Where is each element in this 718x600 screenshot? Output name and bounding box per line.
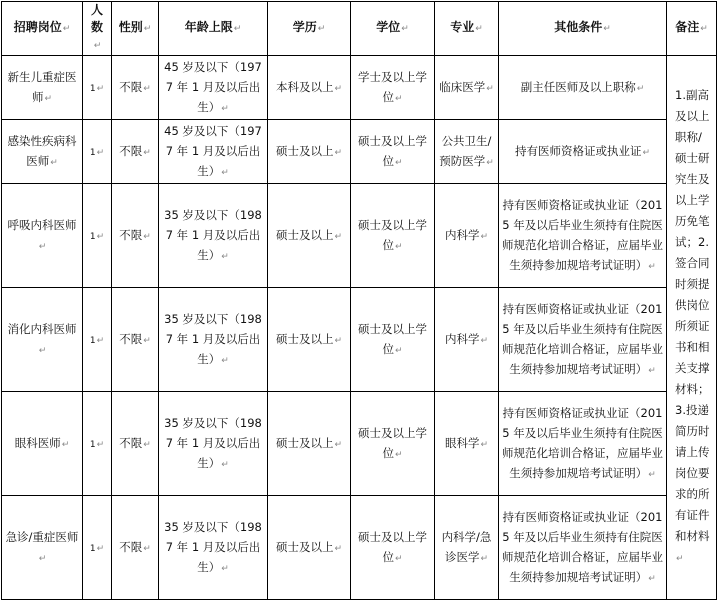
- cell-gender: 不限↵: [112, 496, 159, 600]
- cell-gender: 不限↵: [112, 288, 159, 392]
- cell-degree: 学士及以上学位↵: [351, 56, 435, 120]
- cell-position: 急诊/重症医师↵: [2, 496, 83, 600]
- cell-education: 硕士及以上↵: [268, 120, 351, 184]
- cell-age: 35 岁及以下（1987 年 1 月及以后出生）↵: [159, 392, 268, 496]
- cell-age: 35 岁及以下（1987 年 1 月及以后出生）↵: [159, 496, 268, 600]
- cell-gender: 不限↵: [112, 184, 159, 288]
- cell-major: 眼科学↵: [435, 392, 499, 496]
- cell-other: 持有医师资格证或执业证（2015 年及以后毕业生须持有住院医师规范化培训合格证，应届毕业生须持参加规培考试证明）↵: [499, 184, 667, 288]
- cell-other: 持有医师资格证或执业证↵: [499, 120, 667, 184]
- table-row: [2, 496, 717, 600]
- table-row: [2, 184, 717, 288]
- cell-position: 新生儿重症医师↵: [2, 56, 83, 120]
- cell-other: 持有医师资格证或执业证（2015 年及以后毕业生须持有住院医师规范化培训合格证，应届毕业生须持参加规培考试证明）↵: [499, 392, 667, 496]
- table-row: [2, 392, 717, 496]
- cell-major: 内科学/急诊医学↵: [435, 496, 499, 600]
- table-row: [2, 120, 717, 184]
- cell-age: 35 岁及以下（1987 年 1 月及以后出生）↵: [159, 184, 268, 288]
- header-gender: 性别↵: [112, 2, 159, 56]
- cell-degree: 硕士及以上学位↵: [351, 120, 435, 184]
- cell-age: 45 岁及以下（1977 年 1 月及以后出生）↵: [159, 56, 268, 120]
- cell-position: 感染性疾病科医师↵: [2, 120, 83, 184]
- cell-major: 内科学↵: [435, 288, 499, 392]
- cell-degree: 硕士及以上学位↵: [351, 496, 435, 600]
- cell-count: 1↵: [83, 56, 112, 120]
- table-row: [2, 288, 717, 392]
- cell-gender: 不限↵: [112, 392, 159, 496]
- cell-education: 硕士及以上↵: [268, 184, 351, 288]
- cell-major: 公共卫生/预防医学↵: [435, 120, 499, 184]
- header-other: 其他条件↵: [499, 2, 667, 56]
- cell-major: 临床医学↵: [435, 56, 499, 120]
- cell-education: 硕士及以上↵: [268, 496, 351, 600]
- cell-count: 1↵: [83, 288, 112, 392]
- header-remark: 备注↵: [667, 2, 717, 56]
- table-row: [2, 56, 717, 120]
- header-age: 年龄上限↵: [159, 2, 268, 56]
- cell-education: 本科及以上↵: [268, 56, 351, 120]
- cell-position: 眼科医师↵: [2, 392, 83, 496]
- header-count: 人数↵: [83, 2, 112, 56]
- header-education: 学历↵: [268, 2, 351, 56]
- cell-count: 1↵: [83, 184, 112, 288]
- cell-count: 1↵: [83, 496, 112, 600]
- cell-count: 1↵: [83, 120, 112, 184]
- cell-degree: 硕士及以上学位↵: [351, 392, 435, 496]
- cell-age: 45 岁及以下（1977 年 1 月及以后出生）↵: [159, 120, 268, 184]
- cell-other: 持有医师资格证或执业证（2015 年及以后毕业生须持有住院医师规范化培训合格证，应届毕业生须持参加规培考试证明）↵: [499, 288, 667, 392]
- cell-major: 内科学↵: [435, 184, 499, 288]
- cell-degree: 硕士及以上学位↵: [351, 184, 435, 288]
- cell-other: 副主任医师及以上职称↵: [499, 56, 667, 120]
- cell-education: 硕士及以上↵: [268, 288, 351, 392]
- cell-age: 35 岁及以下（1987 年 1 月及以后出生）↵: [159, 288, 268, 392]
- cell-gender: 不限↵: [112, 56, 159, 120]
- header-row: [2, 2, 717, 56]
- cell-remark: 1.副高及以上职称/硕士研究生及以上学历免笔试；2.签合同时须提供岗位所须证书和相关支撑材料；3.投递简历时请上传岗位要求的所有证件和材料↵: [667, 56, 717, 600]
- header-major: 专业↵: [435, 2, 499, 56]
- recruitment-table: [1, 1, 717, 600]
- cell-position: 呼吸内科医师↵: [2, 184, 83, 288]
- cell-gender: 不限↵: [112, 120, 159, 184]
- cell-degree: 硕士及以上学位↵: [351, 288, 435, 392]
- cell-position: 消化内科医师↵: [2, 288, 83, 392]
- cell-count: 1↵: [83, 392, 112, 496]
- header-position: 招聘岗位↵: [2, 2, 83, 56]
- cell-education: 硕士及以上↵: [268, 392, 351, 496]
- cell-other: 持有医师资格证或执业证（2015 年及以后毕业生须持有住院医师规范化培训合格证，应届毕业生须持参加规培考试证明）↵: [499, 496, 667, 600]
- header-degree: 学位↵: [351, 2, 435, 56]
